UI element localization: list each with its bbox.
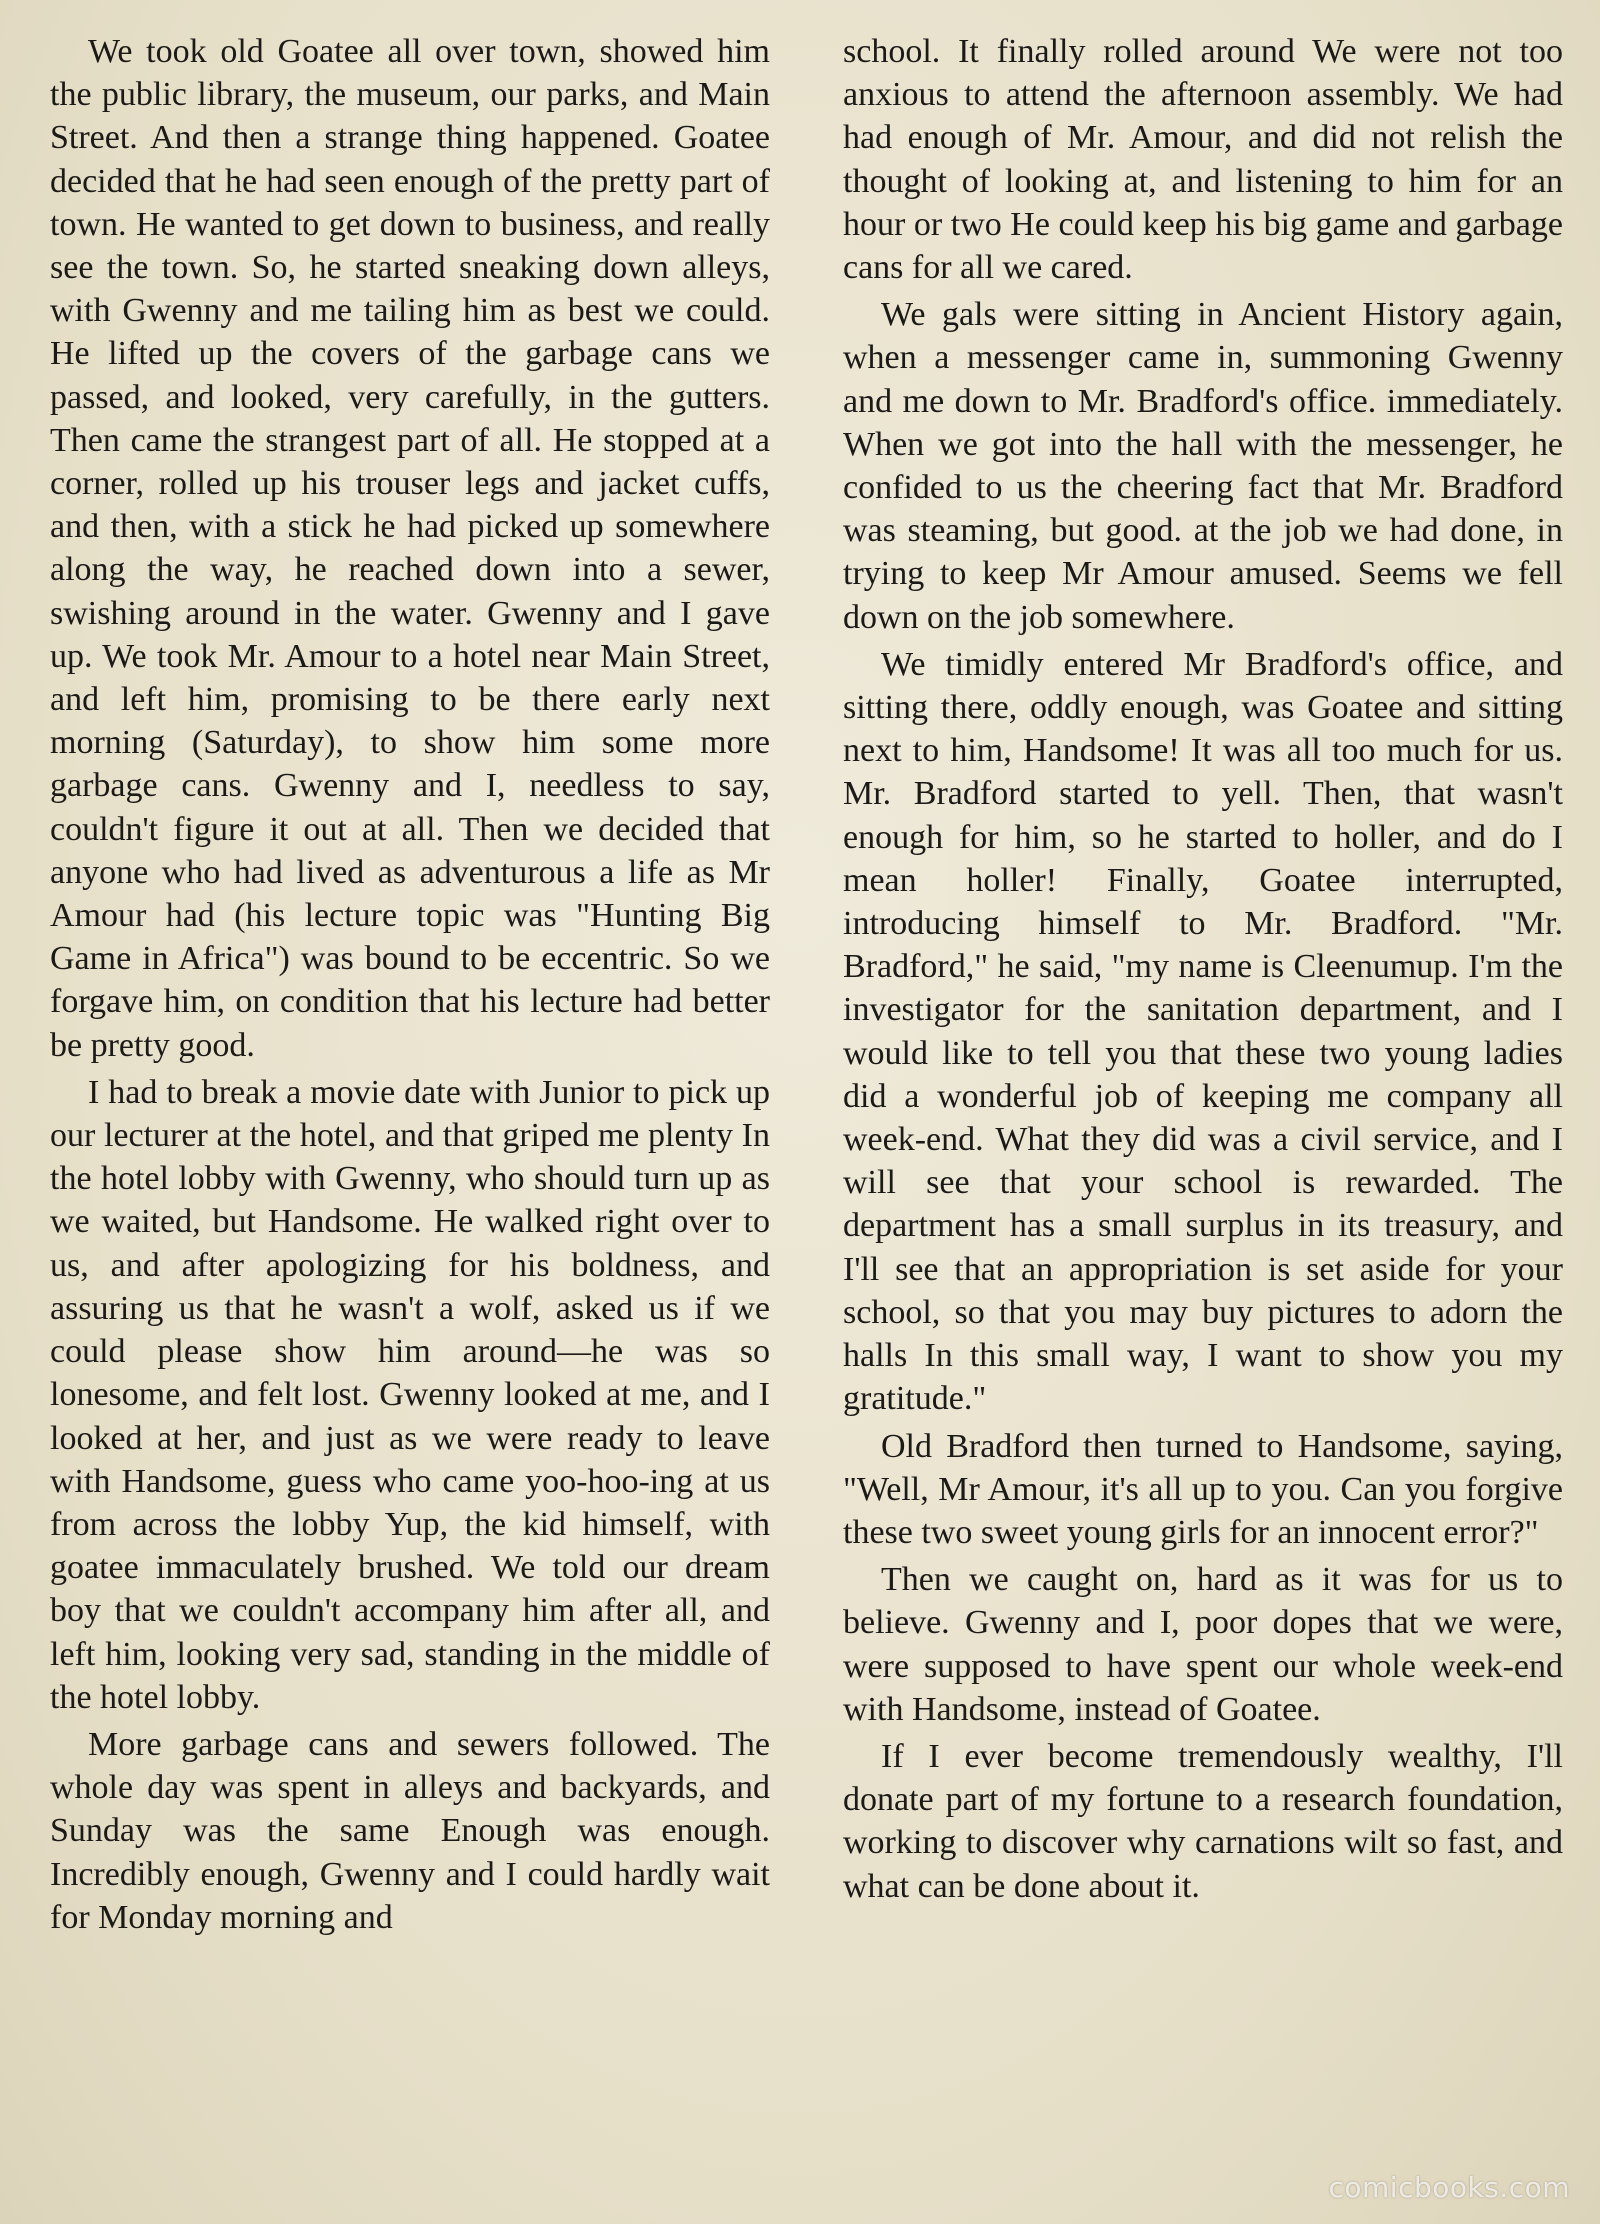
paragraph: We took old Goatee all over town, showed him the public library, the museum, our parks, and Main Street. And then a strange thing happened. Goatee decided that he had seen enough of the pretty part of town. He wanted to get down to business, and really see the town. So, he started sneaking down alleys, with Gwenny and me tailing him as best we could. He lifted up the covers of the garbage cans we passed, and looked, very carefully, in the gutters. Then came the strangest part of all. He stopped at a corner, rolled up his trouser legs and jacket cuffs, and then, with a stick he had picked up somewhere along the way, he reached down into a sewer, swishing around in the water. Gwenny and I gave up. We took Mr. Amour to a hotel near Main Street, and left him, promising to be there early next morning (Saturday), to show him some more garbage cans. Gwenny and I, needless to say, couldn't figure it out at all. Then we decided that anyone who had lived as adventurous a life as Mr Amour had (his lecture topic was "Hunting Big Game in Africa") was bound to be eccentric. So we forgave him, on condition that his lecture had better be pretty good. xyxy=(50,33,770,1064)
paragraph: I had to break a movie date with Junior to pick up our lecturer at the hotel, and that griped me plenty In the hotel lobby with Gwenny, who should turn up as we waited, but Handsome. He walked right over to us, and after apologizing for his boldness, and assuring us that he wasn't a wolf, asked us if we could please show him around—he was so lonesome, and felt lost. Gwenny looked at me, and I looked at her, and just as we were ready to leave with Handsome, guess who came yoo-hoo-ing at us from across the lobby Yup, the kid himself, with goatee immaculately brushed. We told our dream boy that we couldn't accompany him after all, and left him, looking very sad, standing in the middle of the hotel lobby. xyxy=(50,1073,770,1716)
paragraph: school. It finally rolled around We were not too anxious to attend the afternoon assembly. We had had enough of Mr. Amour, and did not relish the thought of looking at, and listening to him for an hour or two He could keep his big game and garbage cans for all we cared. xyxy=(843,33,1563,287)
paragraph: More garbage cans and sewers followed. The whole day was spent in alleys and backyards, and Sunday was the same Enough was enough. Incredibly enough, Gwenny and I could hardly wait for Monday morning and xyxy=(50,1725,770,1936)
left-column xyxy=(50,30,770,1943)
paragraph: We gals were sitting in Ancient History again, when a messenger came in, summoning Gwenny and me down to Mr. Bradford's office. immediately. When we got into the hall with the messenger, he confided to us the cheering fact that Mr. Bradford was steaming, but good. at the job we had done, in trying to keep Mr Amour amused. Seems we fell down on the job somewhere. xyxy=(843,296,1563,636)
paragraph: If I ever become tremendously wealthy, I'll donate part of my fortune to a research foundation, working to discover why carnations wilt so fast, and what can be done about it. xyxy=(843,1737,1563,1905)
paragraph: Then we caught on, hard as it was for us to believe. Gwenny and I, poor dopes that we were, were supposed to have spent our whole week-end with Handsome, instead of Goatee. xyxy=(843,1561,1563,1728)
watermark: comicbooks.com xyxy=(1328,2171,1570,2204)
paragraph: Old Bradford then turned to Handsome, saying, "Well, Mr Amour, it's all up to you. Can you forgive these two sweet young girls for an innocent error?" xyxy=(843,1427,1563,1551)
paragraph: We timidly entered Mr Bradford's office, and sitting there, oddly enough, was Goatee and sitting next to him, Handsome! It was all too much for us. Mr. Bradford started to yell. Then, that wasn't enough for him, so he started to holler, and do I mean holler! Finally, Goatee interrupted, introducing himself to Mr. Bradford. "Mr. Bradford," he said, "my name is Cleenumup. I'm the investigator for the sanitation department, and I would like to tell you that these two young ladies did a wonderful job of keeping me company all week-end. What they did was a civil service, and I will see that your school is rewarded. The department has a small surplus in its treasury, and I'll see that an appropriation is set aside for your school, so that you may buy pictures to adorn the halls In this small way, I want to show you my gratitude." xyxy=(843,645,1563,1418)
right-column xyxy=(843,30,1563,1912)
